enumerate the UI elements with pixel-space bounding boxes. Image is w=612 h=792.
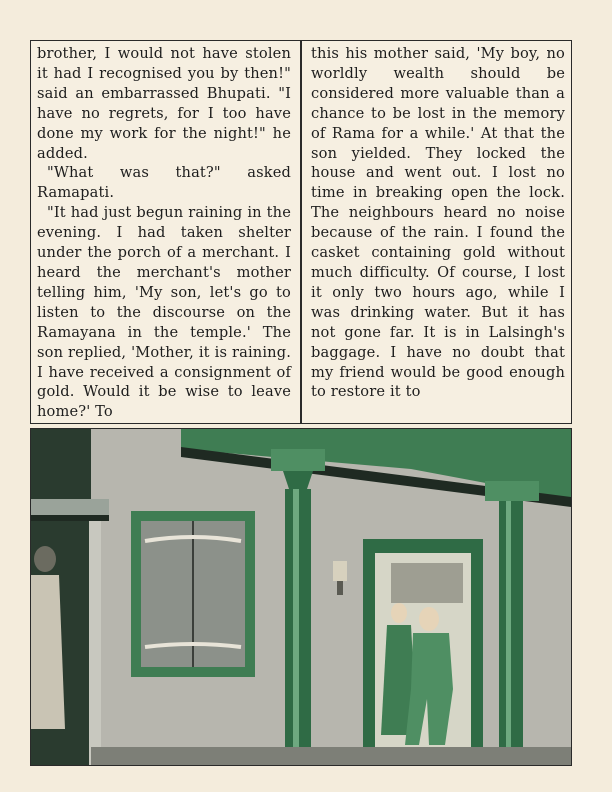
floor (91, 747, 571, 765)
story-paragraph: brother, I would not have stolen it had I recognised you by then!" said an embarrassed Bhupati. "I have no regrets, for I too have done my work for the night!" he added. (37, 45, 291, 162)
wall-lamp (333, 561, 347, 581)
column-divider (300, 41, 302, 423)
woman-head (391, 603, 407, 623)
left-lintel (31, 499, 109, 515)
story-illustration (30, 428, 572, 766)
lurking-man-head (34, 546, 56, 572)
story-paragraph: "What was that?" asked Ramapati. (37, 164, 291, 202)
story-paragraph: this his mother said, 'My boy, no worldly wealth should be considered more valuable than a chance to be lost in the memory of Rama for a while.' At that the son yielded. They locked the house and went out. I lost no time in breaking open the lock. The neighbours heard no noise because of the rain. I found the casket containing gold without much difficulty. Of course, I lost it only two hours ago, while I was drinking water. But it has not gone far. It is in Lalsingh's baggage. I have no doubt that my friend would be good enough to restore it to (311, 45, 565, 401)
pillar-capital (485, 481, 539, 501)
story-column-left (37, 44, 291, 422)
story-column-right (311, 44, 565, 402)
story-paragraph: "It had just begun raining in the evening. I had taken shelter under the porch of a merchant. I heard the merchant's mother telling him, 'My son, let's go to listen to the discourse on the Ramayana in the temple.' The son replied, 'Mother, it is raining. I have received a consignment of gold. Would it be wise to leave home?' To (37, 204, 291, 421)
story-text-frame (30, 40, 572, 424)
left-pillar (89, 521, 101, 765)
man-head (419, 607, 439, 631)
pillar-capital (271, 449, 325, 471)
